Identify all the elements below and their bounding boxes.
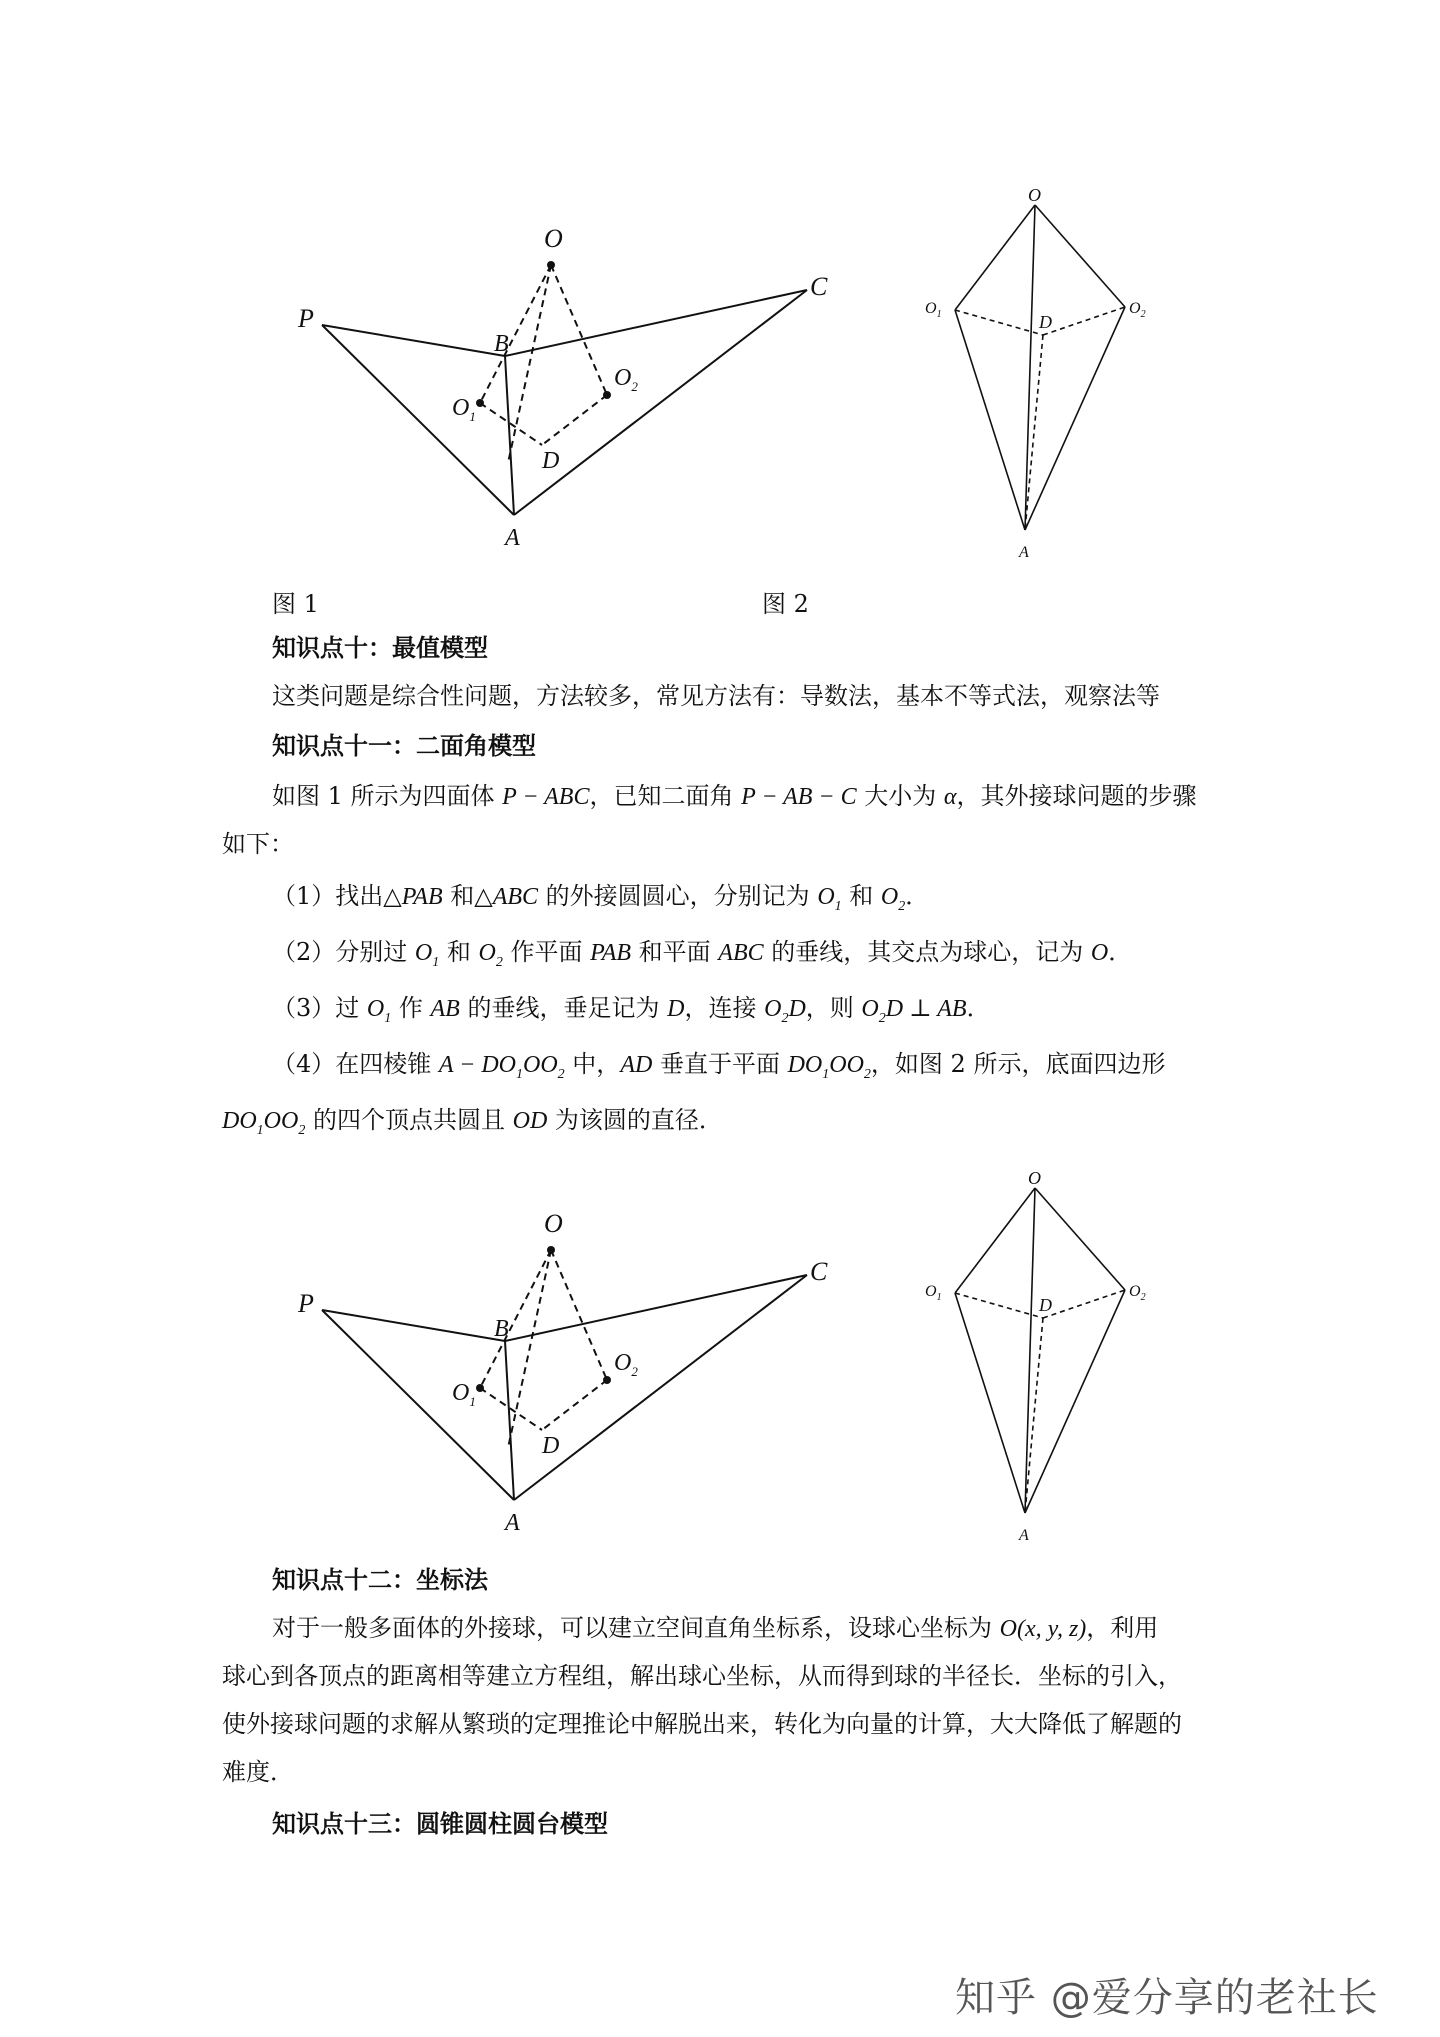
k10-body: 这类问题是综合性问题，方法较多，常见方法有：导数法，基本不等式法，观察法等 <box>272 682 1160 710</box>
label-O: O <box>544 224 563 253</box>
label-O2: O <box>614 1350 632 1376</box>
label-D: D <box>542 448 560 474</box>
label2-O: O <box>1028 185 1041 205</box>
label-O2: O <box>614 365 632 391</box>
label-B: B <box>494 331 509 357</box>
svg-text:O2: $O_2$ <box>1129 1283 1146 1303</box>
label-A: A <box>505 1510 520 1536</box>
heading-k12: 知识点十二：坐标法 <box>272 1565 488 1594</box>
label-C: C <box>810 272 828 301</box>
watermark: 知乎 @爱分享的老社长 <box>955 1975 1379 2021</box>
k11-paragraph-line1: 如图 1 所示为四面体 P − ABC，已知二面角 P − AB − C 大小为 α，其外接球问题的步骤 <box>272 782 1197 810</box>
caption-fig1: 图 1 <box>272 590 319 618</box>
k11-step1: （1）找出△PAB 和△ABC 的外接圆圆心，分别记为 $O_1$ 和 $O_2$． <box>272 882 930 914</box>
label2-O: O <box>1028 1168 1041 1188</box>
svg-text:O1: $O_1$ <box>925 300 942 320</box>
k12-line2: 球心到各顶点的距离相等建立方程组，解出球心坐标，从而得到球的半径长．坐标的引入， <box>222 1662 1182 1690</box>
label-B: B <box>494 1316 509 1342</box>
figure-2-top <box>915 175 1165 565</box>
label-O1: O <box>452 395 470 421</box>
label-C: C <box>810 1257 828 1286</box>
svg-text:O1: $O_1$ <box>452 1380 476 1409</box>
label2-A: A <box>1019 544 1029 561</box>
svg-text:O2: $O_2$ <box>614 365 638 394</box>
label2-D: D <box>1039 1295 1052 1315</box>
label2-O2: O <box>1129 300 1141 317</box>
heading-k11: 知识点十一：二面角模型 <box>272 731 536 760</box>
caption-fig2: 图 2 <box>762 590 809 618</box>
svg-text:O2: $O_2$ <box>614 1350 638 1379</box>
heading-k13: 知识点十三：圆锥圆柱圆台模型 <box>272 1809 608 1838</box>
label2-D: D <box>1039 312 1052 332</box>
k11-paragraph-line2: 如下： <box>222 830 294 858</box>
label2-O2: O <box>1129 1283 1141 1300</box>
label-D: D <box>542 1433 560 1459</box>
figure-2-bottom <box>915 1158 1165 1548</box>
label2-O1: O <box>925 1283 937 1300</box>
svg-text:O1: $O_1$ <box>452 395 476 424</box>
label2-O1: O <box>925 300 937 317</box>
label-P: P <box>298 304 314 333</box>
svg-text:O2: $O_2$ <box>1129 300 1146 320</box>
figure-1-top <box>280 215 860 575</box>
label-O1: O <box>452 1380 470 1406</box>
label-O: O <box>544 1209 563 1238</box>
svg-text:O1: $O_1$ <box>925 1283 942 1303</box>
label2-A: A <box>1019 1527 1029 1544</box>
k11-step2: （2）分别过 $O_1$ 和 $O_2$ 作平面 PAB 和平面 ABC 的垂线，其交点为球心，记为 O． <box>272 938 1133 970</box>
k12-line1: 对于一般多面体的外接球，可以建立空间直角坐标系，设球心坐标为 O(x, y, z)，利用 <box>272 1614 1159 1642</box>
k12-line3: 使外接球问题的求解从繁琐的定理推论中解脱出来，转化为向量的计算，大大降低了解题的 <box>222 1710 1182 1738</box>
figure-1-bottom <box>280 1200 860 1560</box>
k12-line4: 难度． <box>222 1758 294 1786</box>
heading-k10: 知识点十：最值模型 <box>272 633 488 662</box>
k11-step3: （3）过 $O_1$ 作 AB 的垂线，垂足记为 D，连接 $O_2D$，则 $O_2D$ ⊥ AB． <box>272 994 991 1026</box>
label-P: P <box>298 1289 314 1318</box>
k11-step4-cont: $DO_1OO_2$ 的四个顶点共圆且 OD 为该圆的直径． <box>222 1106 723 1138</box>
k11-step4: （4）在四棱锥 $A - DO_1OO_2$ 中，AD 垂直于平面 $DO_1OO_2$，如图 2 所示，底面四边形 <box>272 1050 1166 1082</box>
label-A: A <box>505 525 520 551</box>
